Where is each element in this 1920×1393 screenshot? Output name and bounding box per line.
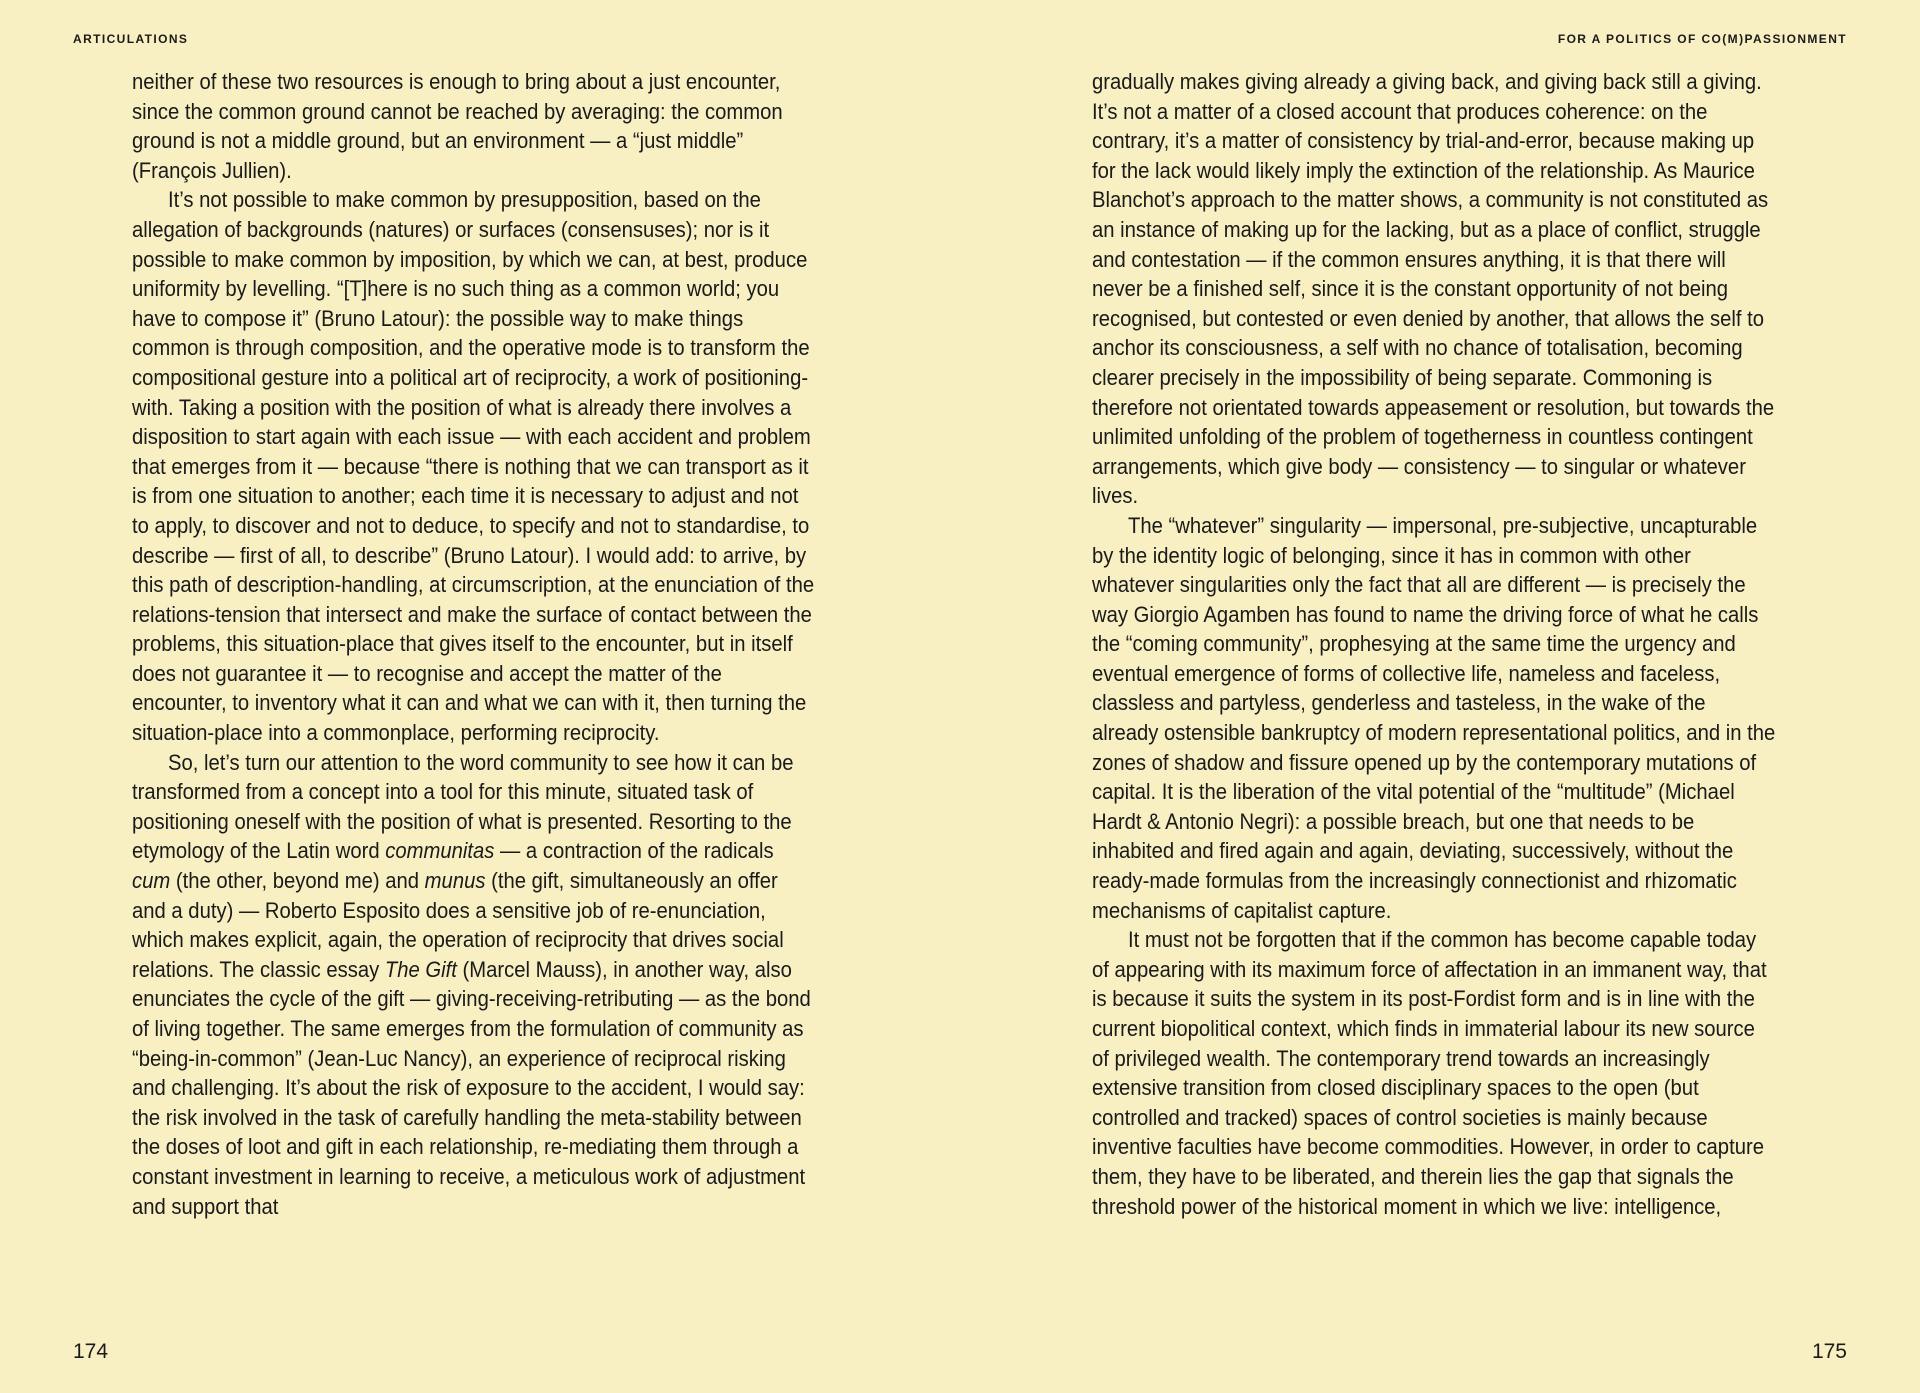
- right-body-text: [1092, 67, 1776, 1221]
- page-number-left: 174: [73, 1340, 109, 1363]
- page-number-right: 175: [1811, 1340, 1847, 1363]
- italic-title: The Gift: [384, 956, 457, 982]
- running-head-left: ARTICULATIONS: [73, 32, 189, 46]
- paragraph: gradually makes giving already a giving back, and giving back still a giving. It’s not a matter of a closed account that produces coherence: on the contrary, it’s a matter of consistency by trial-and-error, because making up for the lack would likely imply the extinction of the relationship. As Maurice Blanchot’s approach to the matter shows, a community is not constituted as an instance of making up for the lacking, but as a place of conflict, struggle and contestation — if the common ensures anything, it is that there will never be a finished self, since it is the constant opportunity of not being recognised, but contested or even denied by another, that allows the self to anchor its consciousness, a self with no chance of totalisation, becoming clearer precisely in the impossibility of being separate. Commoning is therefore not orientated towards appeasement or resolution, but towards the unlimited unfolding of the problem of togetherness in countless contingent arrangements, which give body — consistency — to singular or whatever lives.: [1092, 69, 1775, 509]
- paragraph: So, let’s turn our attention to the word community to see how it can be transformed from a concept into a tool for this minute, situated task of positioning oneself with the position of what is presented. Resorting to the etymology of the Latin word communitas — a contraction of the radicals cum (the other, beyond me) and munus (the gift, simultaneously an offer and a duty) — Roberto Esposito does a sensitive job of re-enunciation, which makes explicit, again, the operation of reciprocity that drives social relations. The classic essay The Gift (Marcel Mauss), in another way, also enunciates the cycle of the gift — giving-receiving-retributing — as the bond of living together. The same emerges from the formulation of community as “being-in-common” (Jean-Luc Nancy), an experience of reciprocal risking and challenging. It’s about the risk of exposure to the accident, I would say: the risk involved in the task of carefully handling the meta-stability between the doses of loot and gift in each relationship, re-mediating them through a constant investment in learning to receive, a meticulous work of adjustment and support that: [132, 749, 811, 1219]
- running-head-right: FOR A POLITICS OF CO(M)PASSIONMENT: [1557, 32, 1847, 46]
- italic-term: cum: [132, 868, 171, 894]
- paragraph: neither of these two resources is enough to bring about a just encounter, since the common ground cannot be reached by averaging: the common ground is not a middle ground, but an environment — a “just middle” (François Jullien).: [132, 69, 783, 183]
- paragraph: The “whatever” singularity — impersonal, pre-subjective, uncapturable by the identity logic of belonging, since it has in common with other whatever singularities only the fact that all are different — is precisely the way Giorgio Agamben has found to name the driving force of what he calls the “coming community”, prophesying at the same time the urgency and eventual emergence of forms of collective life, nameless and faceless, classless and partyless, genderless and tasteless, in the wake of the already ostensible bankruptcy of modern representational politics, and in the zones of shadow and fissure opened up by the contemporary mutations of capital. It is the liberation of the vital potential of the “multitude” (Michael Hardt & Antonio Negri): a possible breach, but one that needs to be inhabited and fired again and again, deviating, successively, without the ready-made formulas from the increasingly connectionist and rhizomatic mechanisms of capitalist capture.: [1092, 512, 1776, 923]
- italic-term: munus: [424, 868, 486, 894]
- left-body-text: [132, 67, 816, 1221]
- paragraph: It must not be forgotten that if the common has become capable today of appearing with its maximum force of affectation in an immanent way, that is because it suits the system in its post-Fordist form and is in line with the current biopolitical context, which finds in immaterial labour its new source of privileged wealth. The contemporary trend towards an increasingly extensive transition from closed disciplinary spaces to the open (but controlled and tracked) spaces of control societies is mainly because inventive faculties have become commodities. However, in order to capture them, they have to be liberated, and therein lies the gap that signals the threshold power of the historical moment in which we live: intelligence,: [1092, 927, 1767, 1219]
- right-page: [960, 0, 1920, 1393]
- italic-term: communitas: [385, 838, 495, 864]
- paragraph: It’s not possible to make common by presupposition, based on the allegation of backgrounds (natures) or surfaces (consensuses); nor is it possible to make common by imposition, by which we can, at best, produce uniformity by levelling. “[T]here is no such thing as a common world; you have to compose it” (Bruno Latour): the possible way to make things common is through composition, and the operative mode is to transform the compositional gesture into a political art of reciprocity, a work of positioning-with. Taking a position with the position of what is already there involves a disposition to start again with each issue — with each accident and problem that emerges from it — because “there is nothing that we can transport as it is from one situation to another; each time it is necessary to adjust and not to apply, to discover and not to deduce, to specify and not to standardise, to describe — first of all, to describe” (Bruno Latour). I would add: to arrive, by this path of description-handling, at circumscription, at the enunciation of the relations-tension that intersect and make the surface of contact between the problems, this situation-place that gives itself to the encounter, but in itself does not guarantee it — to recognise and accept the matter of the encounter, to inventory what it can and what we can with it, then turning the situation-place into a commonplace, performing reciprocity.: [132, 187, 815, 746]
